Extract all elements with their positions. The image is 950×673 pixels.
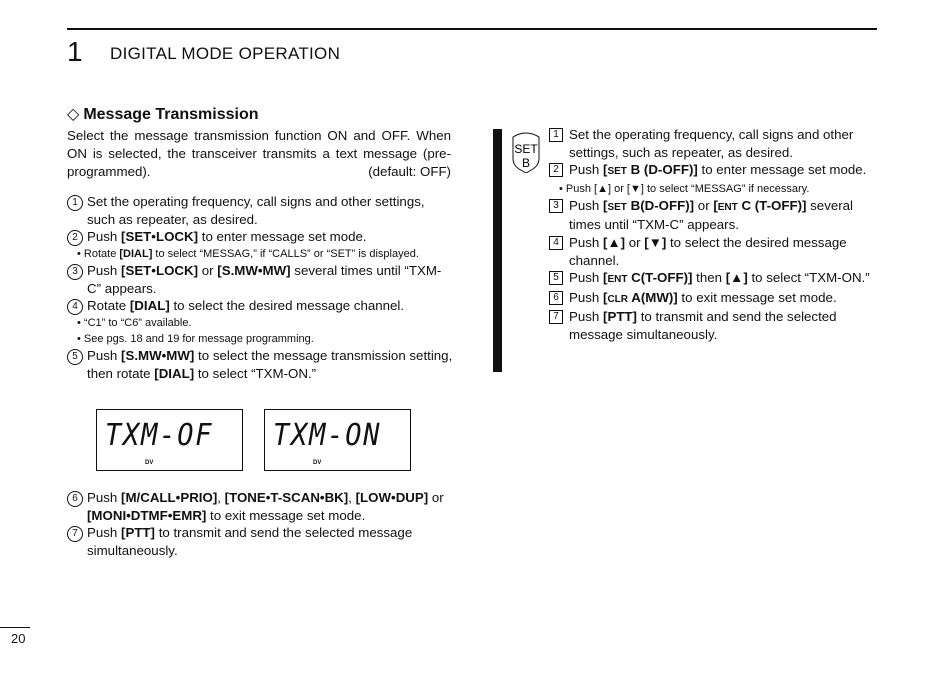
key-label: [TONE•T-SCAN•BK] xyxy=(224,490,349,505)
key-name: B (D-OFF)] xyxy=(626,162,698,178)
step-text xyxy=(87,347,453,382)
step-text xyxy=(569,197,879,234)
step-number: 4 xyxy=(67,299,83,315)
step-text-part: Push xyxy=(87,229,122,245)
key-name: C(T-OFF)] xyxy=(627,270,693,286)
step-text-part: Push xyxy=(569,162,604,178)
list-item xyxy=(67,524,453,559)
step-text-part: Rotate xyxy=(87,298,130,314)
section-title-text: Message Transmission xyxy=(83,106,259,123)
key-label: [LOW•DUP] xyxy=(355,490,429,505)
step-note xyxy=(549,181,879,197)
key-label: [S.MW•MW] xyxy=(121,348,195,364)
step-text-part: to enter message set mode. xyxy=(697,162,867,178)
step-text-part: to select the desired message channel. xyxy=(569,234,847,268)
step-note: • See pgs. 18 and 19 for message programming. xyxy=(77,333,314,346)
step-number: 3 xyxy=(67,264,83,280)
step-text: Set the operating frequency, call signs and other settings, such as repeater, as desired. xyxy=(87,194,425,227)
list-item xyxy=(549,234,879,269)
list-item xyxy=(67,297,453,315)
key-label xyxy=(603,162,698,177)
key-label xyxy=(603,290,678,305)
key-bracket: [ xyxy=(603,197,608,213)
key-shift-label: SET xyxy=(607,201,627,213)
step-text xyxy=(569,289,879,309)
intro-paragraph xyxy=(67,127,451,181)
list-item xyxy=(549,269,879,289)
lcd-text: TXM-ON xyxy=(273,418,382,453)
list-item xyxy=(67,489,453,524)
note-text: ] or [ xyxy=(607,182,630,195)
step-text-part: to select “TXM-ON.” xyxy=(747,270,870,286)
step-text-part: Push xyxy=(569,234,604,250)
step-number: 5 xyxy=(549,271,563,285)
list-item xyxy=(549,161,879,181)
step-number: 6 xyxy=(67,491,83,507)
key-label: [M/CALL•PRIO] xyxy=(121,490,218,505)
step-text xyxy=(87,228,453,246)
list-item xyxy=(549,308,879,343)
list-item xyxy=(67,347,453,382)
step-text xyxy=(87,489,453,524)
step-text-part: several times until “TXM-C” appears. xyxy=(87,263,442,296)
key-label: [DIAL] xyxy=(119,248,153,261)
list-item xyxy=(549,126,879,161)
step-text-part: or xyxy=(694,197,714,213)
set-key-top: SET xyxy=(514,142,538,156)
key-label xyxy=(713,198,806,213)
step-number: 1 xyxy=(549,128,563,142)
key-shift-label: ENT xyxy=(717,201,738,213)
key-name: B(D-OFF)] xyxy=(626,197,695,213)
note-text: • Push [ xyxy=(559,182,598,195)
note-text: to select “MESSAG,” if “CALLS” or “SET” is displayed. xyxy=(152,248,419,261)
step-text-part: to select “TXM-ON.” xyxy=(194,365,317,381)
key-label: [DIAL] xyxy=(154,365,195,381)
key-shift-label: SET xyxy=(607,166,627,178)
chapter-title: DIGITAL MODE OPERATION xyxy=(110,44,341,63)
step-text-part: then xyxy=(692,270,726,286)
list-item xyxy=(549,289,879,309)
step-text-part: Push xyxy=(87,490,122,505)
key-label: [DIAL] xyxy=(129,298,170,314)
key-label xyxy=(603,270,692,285)
step-text xyxy=(569,269,879,289)
key-bracket: [ xyxy=(603,270,608,286)
list-item xyxy=(549,197,879,234)
down-arrow-icon: ▼ xyxy=(630,182,641,195)
key-bracket: [ xyxy=(603,289,608,305)
step-number: 7 xyxy=(67,526,83,542)
step-text-part: , xyxy=(348,490,356,505)
step-text xyxy=(569,161,879,181)
set-key-icon xyxy=(509,131,543,173)
intro-text: Select the message transmission function ON and OFF. When ON is selected, the transceiver transmits a text message (pre-programmed). xyxy=(67,128,451,179)
key-label: [▲] xyxy=(603,234,626,250)
page-number: 20 xyxy=(11,631,26,646)
step-number: 7 xyxy=(549,310,563,324)
step-text-part: to transmit and send the selected message simultaneously. xyxy=(569,309,837,342)
step-text-part: to enter message set mode. xyxy=(198,229,367,245)
step-text-part: Push xyxy=(569,289,604,305)
step-text-part: , xyxy=(217,490,225,505)
step-text-part: to transmit and send the selected message simultaneously. xyxy=(87,525,413,558)
step-text-part: to exit message set mode. xyxy=(206,507,366,523)
lcd-display-on xyxy=(264,409,411,471)
chapter-number: 1 xyxy=(67,36,83,67)
step-text-part: Push xyxy=(569,309,604,325)
step-number: 5 xyxy=(67,349,83,365)
key-label: [S.MW•MW] xyxy=(217,263,291,279)
step-number: 2 xyxy=(549,163,563,177)
step-text xyxy=(569,308,879,343)
left-step-list-bottom xyxy=(67,489,453,559)
key-bracket: [ xyxy=(713,197,718,213)
step-text-part: to select the message transmission setting, then rotate xyxy=(87,348,453,381)
key-label: [PTT] xyxy=(121,525,155,541)
step-text-part: or xyxy=(625,234,645,250)
key-label xyxy=(603,198,694,213)
list-item xyxy=(67,228,453,246)
footer-rule xyxy=(0,627,30,628)
lcd-display-off xyxy=(96,409,243,471)
key-label: [MONI•DTMF•EMR] xyxy=(87,507,207,523)
dv-indicator: DV xyxy=(145,460,154,466)
step-number: 2 xyxy=(67,230,83,246)
step-text-part: Push xyxy=(569,270,604,286)
step-text-part: or xyxy=(198,263,218,279)
section-title xyxy=(67,104,259,124)
step-number: 3 xyxy=(549,199,563,213)
key-shift-label: CLR xyxy=(607,293,629,305)
key-bracket: [ xyxy=(603,162,608,178)
step-text: Set the operating frequency, call signs and other settings, such as repeater, as desired. xyxy=(569,127,854,160)
right-step-list xyxy=(549,126,879,344)
sidebar-bar xyxy=(493,129,502,372)
step-text xyxy=(569,234,879,269)
left-step-list xyxy=(67,193,453,383)
note-text: • Rotate xyxy=(77,248,120,261)
key-name: A(MW)] xyxy=(628,289,678,305)
step-text xyxy=(87,262,453,297)
set-key-bottom: B xyxy=(521,156,531,170)
step-text-part: several times until “TXM-C” appears. xyxy=(569,197,854,233)
list-item xyxy=(67,193,453,228)
step-text-part: to exit message set mode. xyxy=(677,289,837,305)
key-name: C (T-OFF)] xyxy=(737,197,807,213)
key-label: [SET•LOCK] xyxy=(121,263,199,279)
up-arrow-icon: ▲ xyxy=(597,182,608,195)
step-note: • “C1” to “C6” available. xyxy=(77,317,192,330)
note-text: ] to select “MESSAG” if necessary. xyxy=(640,182,810,195)
step-text-part: Push xyxy=(87,348,122,364)
step-text-part: Push xyxy=(87,263,122,279)
step-text-part: to select the desired message channel. xyxy=(169,298,405,314)
key-shift-label: ENT xyxy=(607,274,628,286)
lcd-text: TXM-OF xyxy=(105,418,214,453)
step-text xyxy=(87,524,453,559)
step-number: 6 xyxy=(549,291,563,305)
step-number: 4 xyxy=(549,236,563,250)
key-label: [PTT] xyxy=(603,309,637,325)
key-label: [▲] xyxy=(725,270,748,286)
key-label: [SET•LOCK] xyxy=(121,229,199,245)
header-rule xyxy=(67,28,877,30)
step-note xyxy=(67,246,453,262)
step-number: 1 xyxy=(67,195,83,211)
dv-indicator: DV xyxy=(313,460,322,466)
default-value: (default: OFF) xyxy=(368,164,451,179)
step-text-part: Push xyxy=(87,525,122,541)
list-item xyxy=(67,262,453,297)
diamond-icon: ◇ xyxy=(67,106,80,123)
step-text xyxy=(87,297,453,315)
key-label: [▼] xyxy=(644,234,667,250)
step-text-part: Push xyxy=(569,197,604,213)
step-text-part: or xyxy=(428,490,444,505)
